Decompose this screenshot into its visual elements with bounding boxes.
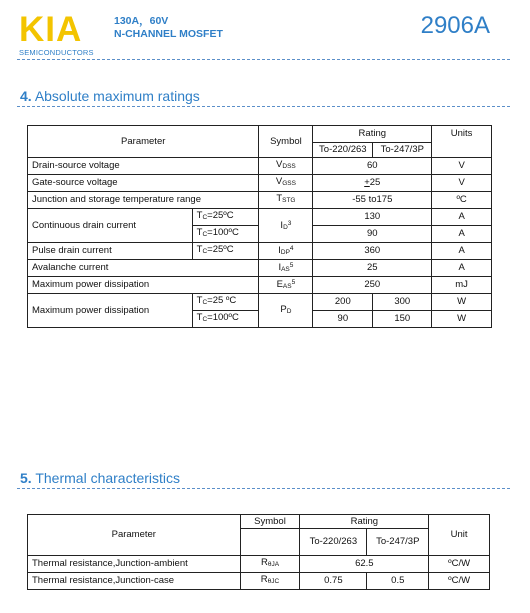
value-cell: 200	[313, 294, 373, 311]
param-cell: Gate-source voltage	[28, 175, 259, 192]
value-cell: 90	[313, 226, 432, 243]
header-symbol-empty	[240, 529, 300, 556]
header-unit: Unit	[429, 515, 490, 556]
header-symbol: Symbol	[240, 515, 300, 529]
section-title: Thermal characteristics	[35, 470, 181, 486]
param-cell: Thermal resistance,Junction-case	[28, 573, 241, 590]
value-cell: 0.5	[367, 573, 429, 590]
table-row	[28, 243, 492, 260]
symbol-cell: $P_D$	[259, 294, 313, 328]
section-number: 5.	[20, 470, 32, 486]
value-cell: 130	[313, 209, 432, 226]
table-row	[28, 158, 492, 175]
value-cell: 360	[313, 243, 432, 260]
unit-cell: ºC	[432, 192, 492, 209]
table-row	[28, 277, 492, 294]
unit-cell: V	[432, 158, 492, 175]
absolute-max-ratings-table	[27, 125, 492, 328]
symbol-cell: $I_{DP}^4$	[259, 243, 313, 260]
param-cell: Drain-source voltage	[28, 158, 259, 175]
condition-cell: $T_C=100ºC$	[192, 226, 259, 243]
value-cell: -55 to175	[313, 192, 432, 209]
condition-cell: $T_C=25$ ºC	[192, 294, 259, 311]
table-row	[28, 175, 492, 192]
value-cell: 0.75	[300, 573, 367, 590]
section-5-divider	[17, 488, 510, 489]
unit-cell: W	[432, 311, 492, 328]
header-package-1: To-220/263	[300, 529, 367, 556]
section-4-heading	[20, 88, 200, 104]
symbol-cell: $T_{STG}$	[259, 192, 313, 209]
symbol-cell: $R_{\theta JA}$	[240, 556, 300, 573]
header-rating: Rating	[300, 515, 429, 529]
symbol-cell: $I_D^3$	[259, 209, 313, 243]
param-cell: Pulse drain current	[28, 243, 193, 260]
header-parameter: Parameter	[28, 515, 241, 556]
section-number: 4.	[20, 88, 32, 104]
value-cell: 150	[373, 311, 432, 328]
header-parameter: Parameter	[28, 126, 259, 158]
brand-logo: KIA	[19, 10, 83, 49]
section-5-heading	[20, 470, 180, 486]
section-title: Absolute maximum ratings	[34, 88, 200, 104]
symbol-cell: $I_{AS}^5$	[259, 260, 313, 277]
table-row	[28, 260, 492, 277]
unit-cell: A	[432, 226, 492, 243]
param-cell: Avalanche current	[28, 260, 259, 277]
condition-cell: $T_C=100ºC$	[192, 311, 259, 328]
value-cell: 62.5	[300, 556, 429, 573]
header-package-2: To-247/3P	[367, 529, 429, 556]
symbol-cell: $V_{DSS}$	[259, 158, 313, 175]
param-cell: Maximum power dissipation	[28, 277, 259, 294]
header-units: Units	[432, 126, 492, 158]
value-cell: 90	[313, 311, 373, 328]
value-cell: 250	[313, 277, 432, 294]
brand-subtitle: SEMICONDUCTORS	[19, 48, 94, 57]
symbol-cell: $V_{GSS}$	[259, 175, 313, 192]
header-package-1: To-220/263	[313, 143, 373, 158]
value-cell: 300	[373, 294, 432, 311]
thermal-characteristics-table	[27, 514, 490, 590]
unit-cell: mJ	[432, 277, 492, 294]
value-cell: 25	[313, 260, 432, 277]
param-cell: Junction and storage temperature range	[28, 192, 259, 209]
param-cell: Thermal resistance,Junction-ambient	[28, 556, 241, 573]
header-symbol: Symbol	[259, 126, 313, 158]
condition-cell: $T_C=25ºC$	[192, 209, 259, 226]
section-4-divider	[17, 106, 510, 107]
condition-cell: $T_C=25ºC$	[192, 243, 259, 260]
table-row	[28, 573, 490, 590]
unit-cell: A	[432, 260, 492, 277]
value-cell: +25	[313, 175, 432, 192]
device-type: N-CHANNEL MOSFET	[114, 28, 223, 40]
unit-cell: W	[432, 294, 492, 311]
value-cell: 60	[313, 158, 432, 175]
table-row	[28, 209, 492, 226]
header-package-2: To-247/3P	[373, 143, 432, 158]
unit-cell: ºC/W	[429, 573, 490, 590]
unit-cell: A	[432, 209, 492, 226]
param-cell: Continuous drain current	[28, 209, 193, 243]
unit-cell: ºC/W	[429, 556, 490, 573]
param-cell: Maximum power dissipation	[28, 294, 193, 328]
symbol-cell: $R_{\theta JC}$	[240, 573, 300, 590]
part-number: 2906A	[420, 12, 490, 39]
table-row	[28, 294, 492, 311]
header-divider	[17, 59, 510, 60]
symbol-cell: $E_{AS}^5$	[259, 277, 313, 294]
unit-cell: A	[432, 243, 492, 260]
device-summary	[114, 15, 223, 41]
table-row	[28, 192, 492, 209]
unit-cell: V	[432, 175, 492, 192]
rating-summary: 130A，60V	[114, 15, 169, 27]
header-rating: Rating	[313, 126, 432, 143]
table-row	[28, 556, 490, 573]
